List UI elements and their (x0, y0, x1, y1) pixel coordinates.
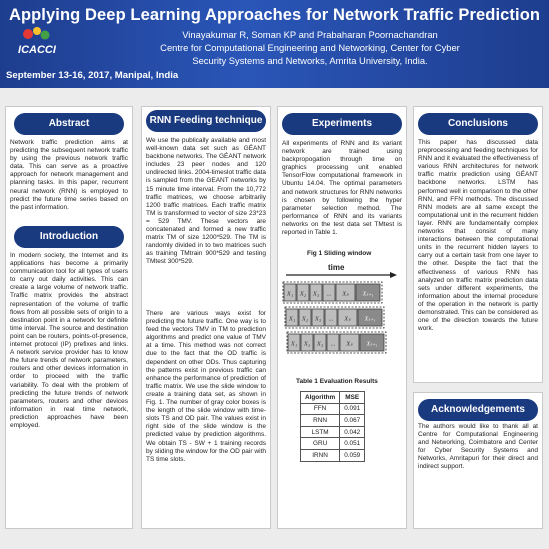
experiments-heading: Experiments (282, 113, 402, 135)
acknowledgements-heading: Acknowledgements (418, 399, 538, 421)
window-cell-label: ... (326, 290, 332, 298)
introduction-text: In modern society, the Internet and its applications has become a primarily communication tool for all types of users to carry out daily activities. This can create a large volume of network traffic. Traffic matrix provides the abstract representation of the volume of traffic flows from all possible sets of origin to a destination point in a network for definite time interval. The source and destination point can be routers, points-of-presence, internet protocol (IP) prefixes and links. A network service provider has to know the future trends of network parameters, routers and other devices information in order to proceed with the traffic variability. To deal with the problem of predicting the future trends of network parameters, routers and other devices information in real time network, prediction approaches have been employed. (10, 252, 128, 429)
window-cell-label: X₂ (303, 340, 311, 348)
table-row (301, 438, 365, 450)
window-cell-label: ... (330, 340, 336, 348)
rnn-feeding-text-1: We use the publically available and most well-known data set such as GÉANT backbone networks. The GÉANT network includes 23 peer nodes and 120 undirected links. 2004-timeslot traffic data is sampled from the GEANT networks by 15 minute time interval. From the 10,772 traffic matrices, we choose arbitrarily 1200 traffic matrices. Each traffic matrix TM is transformed to vector of size 23*23 = 529 TMV. These vectors are concatenated and formed a new traffic matrix TM of size 1200*529. The TM is randomly divided in to two matrices such as training TMtrain 900*529 and testing TMtest 300*529. (146, 137, 266, 266)
window-cell-label: Xₛ (346, 340, 353, 348)
table-row (301, 426, 365, 438)
table-cell: GRU (301, 438, 340, 450)
authors-block (75, 28, 545, 67)
rnn-feeding-heading: RNN Feeding technique (146, 110, 266, 132)
logo-text: ICACCI (18, 44, 56, 56)
table-cell: 0.091 (340, 403, 365, 415)
time-axis-label: time (328, 263, 345, 272)
introduction-heading: Introduction (14, 226, 124, 248)
rnn-feeding-text-2: There are various ways exist for predicting the future traffic. One way is to feed the vectors TMV in TM to prediction algorithms and predict one value of TMV at a time. This method was not correct due to the fact that the OD traffic is dependent on other ODs. Thus capturing the patterns exist in previous traffic can enhance the performance of prediction of traffic matrix. We use the slide window to create a training data set, as shown in Fig. 1. The number of gray color boxes is the length of the slide window with time-slots TS and OD pair. The values exist in right side of the slide window is the predicted value by prediction algorithms. We obtain TS - SW + 1 training records by sliding the window for the OD pair with TS time slots. (146, 310, 266, 463)
poster-title: Applying Deep Learning Approaches for Network Traffic Prediction (8, 6, 541, 24)
table-cell: 0.051 (340, 438, 365, 450)
authors: Vinayakumar R, Soman KP and Prabaharan Poornachandran (182, 29, 438, 40)
table-row (301, 415, 365, 427)
window-cell-label: Xₛ (344, 315, 351, 323)
window-cell-label: X₃ (312, 290, 320, 298)
conclusions-heading: Conclusions (418, 113, 538, 135)
window-cell-label: X₂ (299, 290, 307, 298)
table-header-cell: Algorithm (301, 392, 340, 404)
table-cell: 0.067 (340, 415, 365, 427)
sliding-window-figure (282, 262, 404, 360)
table-1-title: Table 1 Evaluation Results (296, 378, 378, 385)
window-cell-label: X₂ (301, 315, 309, 323)
icacci-logo-icon (8, 26, 66, 60)
window-cell-label: Xₛ₊₁ (364, 316, 376, 323)
window-cell-label: Xₛ₊₁ (362, 291, 374, 298)
table-cell: 0.059 (340, 449, 365, 461)
window-cell-label: X₁ (286, 290, 294, 298)
window-cell-label: Xₛ (342, 290, 349, 298)
table-cell: 0.042 (340, 426, 365, 438)
conference-date-location: September 13-16, 2017, Manipal, India (6, 70, 179, 81)
window-cell-label: X₃ (316, 340, 324, 348)
table-row (301, 403, 365, 415)
figure-1-title: Fig 1 Sliding window (307, 250, 372, 257)
affiliation-line-1: Centre for Computational Engineering and Networking, Center for Cyber (160, 42, 460, 53)
time-axis-arrow (390, 272, 397, 278)
window-cell-label: X₁ (288, 315, 296, 323)
abstract-text: Network traffic prediction aims at predicting the subsequent network traffic by using the previous network traffic data. This can serve as a proactive approach for network management and planning tasks. In this paper, recurrent neural network (RNN) is employed to predict the future time series based on the past information. (10, 139, 128, 211)
evaluation-table (300, 391, 365, 462)
table-cell: LSTM (301, 426, 340, 438)
affiliation-line-2: Security Systems and Networks, Amrita University, India. (192, 55, 428, 66)
experiments-text: All experiments of RNN and its variant network are trained using backpropogation through time on graphics processing unit enabled TensorFlow computational framework in Ubuntu 14.04. The optimal parameters and network structures for RNN networks is chosen by following the hyper parameter selection method. The performance of RNN and its variants networks on the test data set TMtest is reported in Table 1. (282, 140, 402, 237)
table-row (301, 449, 365, 461)
abstract-heading: Abstract (14, 113, 124, 135)
table-cell: IRNN (301, 449, 340, 461)
window-cell-label: Xₛ₊₁ (366, 341, 378, 348)
table-cell: RNN (301, 415, 340, 427)
table-header-cell: MSE (340, 392, 365, 404)
window-cell-label: X₁ (290, 340, 298, 348)
window-cell-label: ... (328, 315, 334, 323)
acknowledgements-text: The authors would like to thank all at Centre for Computational Engineering and Networking, Coimbatore and Center for Cyber Security Systems and Networks, Amritapuri for their direct and indirect support. (418, 423, 538, 471)
window-cell-label: X₃ (314, 315, 322, 323)
conclusions-text: This paper has discussed data preprocessing and feeding techniques for RNN and it evaluated the effectiveness of various RNN architectures for network traffic matrix prediction using GÉANT backbone networks. LSTM has performed well in comparison to the other RNN, and FFN methods. The discussed RNN models are all same except the computational unit in the recurrent hidden layer. RNN are fundamentally complex networks that consist of many interactions between the computational units in the recurrent hidden layers to carry out a certain task from one layer to the other. Despite the fact that the effectiveness of various RNN has analyzed on traffic matrix prediction data sets under different experiments, the information about the internal procedure of the operation in the network is partly demonstrated. This can be considered as one of the direction towards the future work. (418, 139, 538, 333)
table-cell: FFN (301, 403, 340, 415)
